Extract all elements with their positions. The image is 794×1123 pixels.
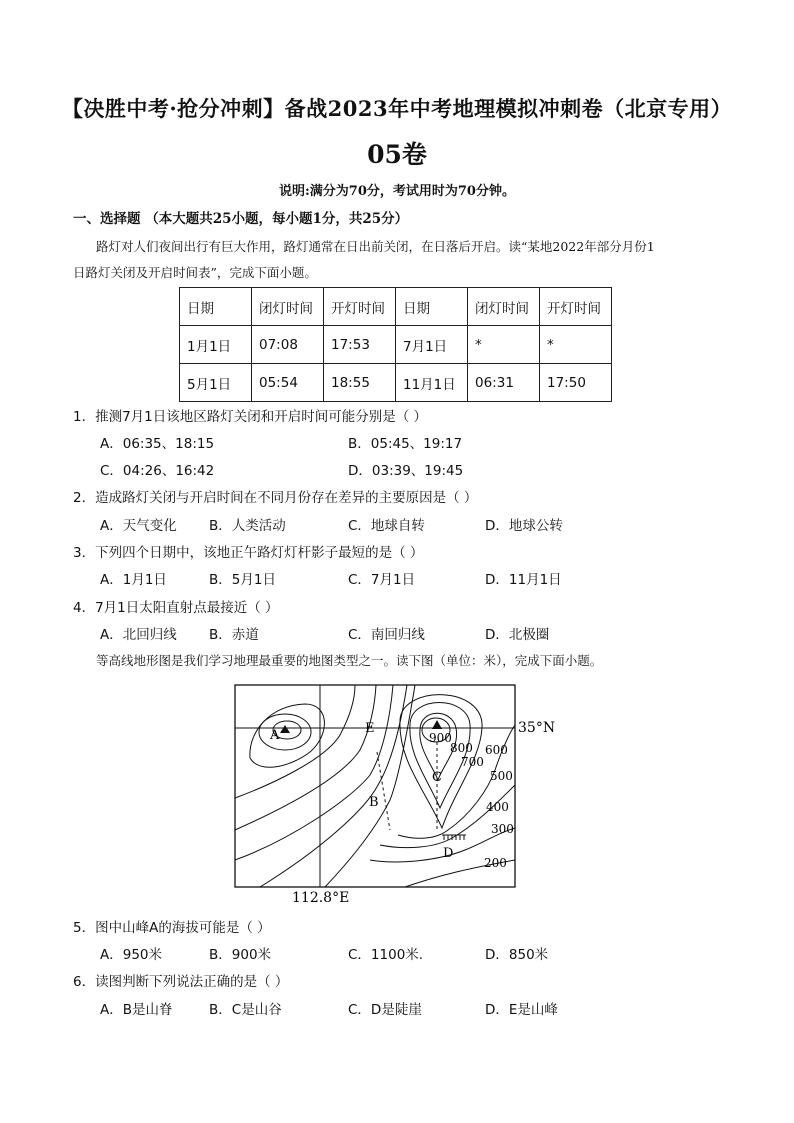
contour-label-700: 700 — [461, 755, 484, 769]
question-5-option-b[interactable]: B．900米 — [209, 947, 272, 963]
contour-label-800: 800 — [450, 741, 473, 755]
paper-number: 05卷 — [367, 140, 427, 169]
cliff-symbol — [442, 835, 466, 840]
table-row — [180, 326, 612, 364]
table-header-cell: 日期 — [396, 288, 468, 326]
point-label-d: D — [443, 846, 454, 861]
latitude-label: 35°N — [518, 720, 556, 736]
question-4-option-c[interactable]: C．南回归线 — [348, 627, 425, 643]
table-cell: 17:53 — [324, 326, 396, 364]
table-header-cell: 开灯时间 — [540, 288, 612, 326]
peak-a-triangle-icon — [280, 725, 290, 733]
table-cell: 7月1日 — [396, 326, 468, 364]
table-cell: 17:50 — [540, 364, 612, 402]
longitude-label: 112.8°E — [292, 890, 350, 905]
question-4-option-d[interactable]: D．北极圈 — [485, 627, 550, 643]
contour-label-300: 300 — [491, 822, 514, 836]
exam-note: 说明:满分为70分，考试用时为70分钟。 — [279, 184, 515, 199]
question-5-option-d[interactable]: D．850米 — [485, 947, 549, 963]
table-cell: 5月1日 — [180, 364, 252, 402]
question-6-option-b[interactable]: B．C是山谷 — [209, 1002, 282, 1018]
question-1-option-d[interactable]: D．03:39、19:45 — [348, 463, 464, 479]
table-header-row — [180, 288, 612, 326]
question-1-option-a[interactable]: A．06:35、18:15 — [100, 436, 215, 452]
contour-label-200: 200 — [484, 856, 507, 870]
table-cell: 11月1日 — [396, 364, 468, 402]
question-5-option-c[interactable]: C．1100米. — [348, 947, 424, 963]
question-3-option-a[interactable]: A．1月1日 — [100, 572, 167, 588]
question-4-stem: 4．7月1日太阳直射点最接近（ ） — [73, 600, 279, 616]
question-2-option-d[interactable]: D．地球公转 — [485, 518, 563, 534]
question-3-option-d[interactable]: D．11月1日 — [485, 572, 562, 588]
question-1-stem: 1．推测7月1日该地区路灯关闭和开启时间可能分别是（ ） — [73, 409, 428, 425]
table-cell: 1月1日 — [180, 326, 252, 364]
document-title: 【决胜中考·抢分冲刺】备战2023年中考地理模拟冲刺卷（北京专用） — [61, 96, 733, 121]
table-cell: * — [540, 326, 612, 364]
table-cell: 05:54 — [252, 364, 324, 402]
point-label-b: B — [369, 795, 379, 810]
peak-c-triangle-icon — [432, 720, 442, 729]
contour-label-600: 600 — [485, 743, 508, 757]
question-1-option-c[interactable]: C．04:26、16:42 — [100, 463, 215, 479]
table-row — [180, 364, 612, 402]
intro-paragraph-line1: 路灯对人们夜间出行有巨大作用，路灯通常在日出前关闭，在日落后开启。读“某地2022年部分月份1 — [96, 239, 655, 254]
question-6-option-a[interactable]: A．B是山脊 — [100, 1002, 173, 1018]
lamp-time-table — [179, 287, 612, 402]
point-label-e: E — [365, 721, 375, 736]
question-5-option-a[interactable]: A．950米 — [100, 947, 163, 963]
question-3-option-c[interactable]: C．7月1日 — [348, 572, 416, 588]
table-header-cell: 闭灯时间 — [468, 288, 540, 326]
question-5-stem: 5．图中山峰A的海拔可能是（ ） — [73, 920, 271, 936]
intro-paragraph-line2: 日路灯关闭及开启时间表”，完成下面小题。 — [73, 265, 317, 280]
question-2-option-c[interactable]: C．地球自转 — [348, 518, 425, 534]
table-cell: 18:55 — [324, 364, 396, 402]
question-6-option-c[interactable]: C．D是陡崖 — [348, 1002, 422, 1018]
question-1-option-b[interactable]: B．05:45、19:17 — [348, 436, 463, 452]
question-6-stem: 6．读图判断下列说法正确的是（ ） — [73, 974, 289, 990]
question-4-option-a[interactable]: A．北回归线 — [100, 627, 177, 643]
contour-lines — [235, 685, 515, 887]
table-cell: 06:31 — [468, 364, 540, 402]
question-2-option-b[interactable]: B．人类活动 — [209, 518, 286, 534]
question-4-option-b[interactable]: B．赤道 — [209, 627, 259, 643]
contour-label-500: 500 — [490, 769, 513, 783]
question-2-option-a[interactable]: A．天气变化 — [100, 518, 177, 534]
section-heading: 一、选择题 （本大题共25小题，每小题1分，共25分） — [73, 211, 409, 227]
question-3-option-b[interactable]: B．5月1日 — [209, 572, 276, 588]
table-cell: 07:08 — [252, 326, 324, 364]
contour-label-900: 900 — [429, 731, 452, 745]
question-3-stem: 3．下列四个日期中，该地正午路灯灯杆影子最短的是（ ） — [73, 545, 424, 561]
question-2-stem: 2．造成路灯关闭与开启时间在不同月份存在差异的主要原因是（ ） — [73, 490, 478, 506]
contour-label-400: 400 — [486, 800, 509, 814]
map-intro-paragraph: 等高线地形图是我们学习地理最重要的地图类型之一。读下图（单位：米），完成下面小题。 — [96, 653, 603, 668]
question-6-option-d[interactable]: D．E是山峰 — [485, 1002, 558, 1018]
point-label-a: A — [270, 728, 280, 743]
table-header-cell: 日期 — [180, 288, 252, 326]
point-label-c: C — [432, 770, 442, 785]
table-cell: * — [468, 326, 540, 364]
profile-lines — [377, 742, 437, 830]
table-header-cell: 开灯时间 — [324, 288, 396, 326]
contour-map — [230, 680, 560, 905]
table-header-cell: 闭灯时间 — [252, 288, 324, 326]
